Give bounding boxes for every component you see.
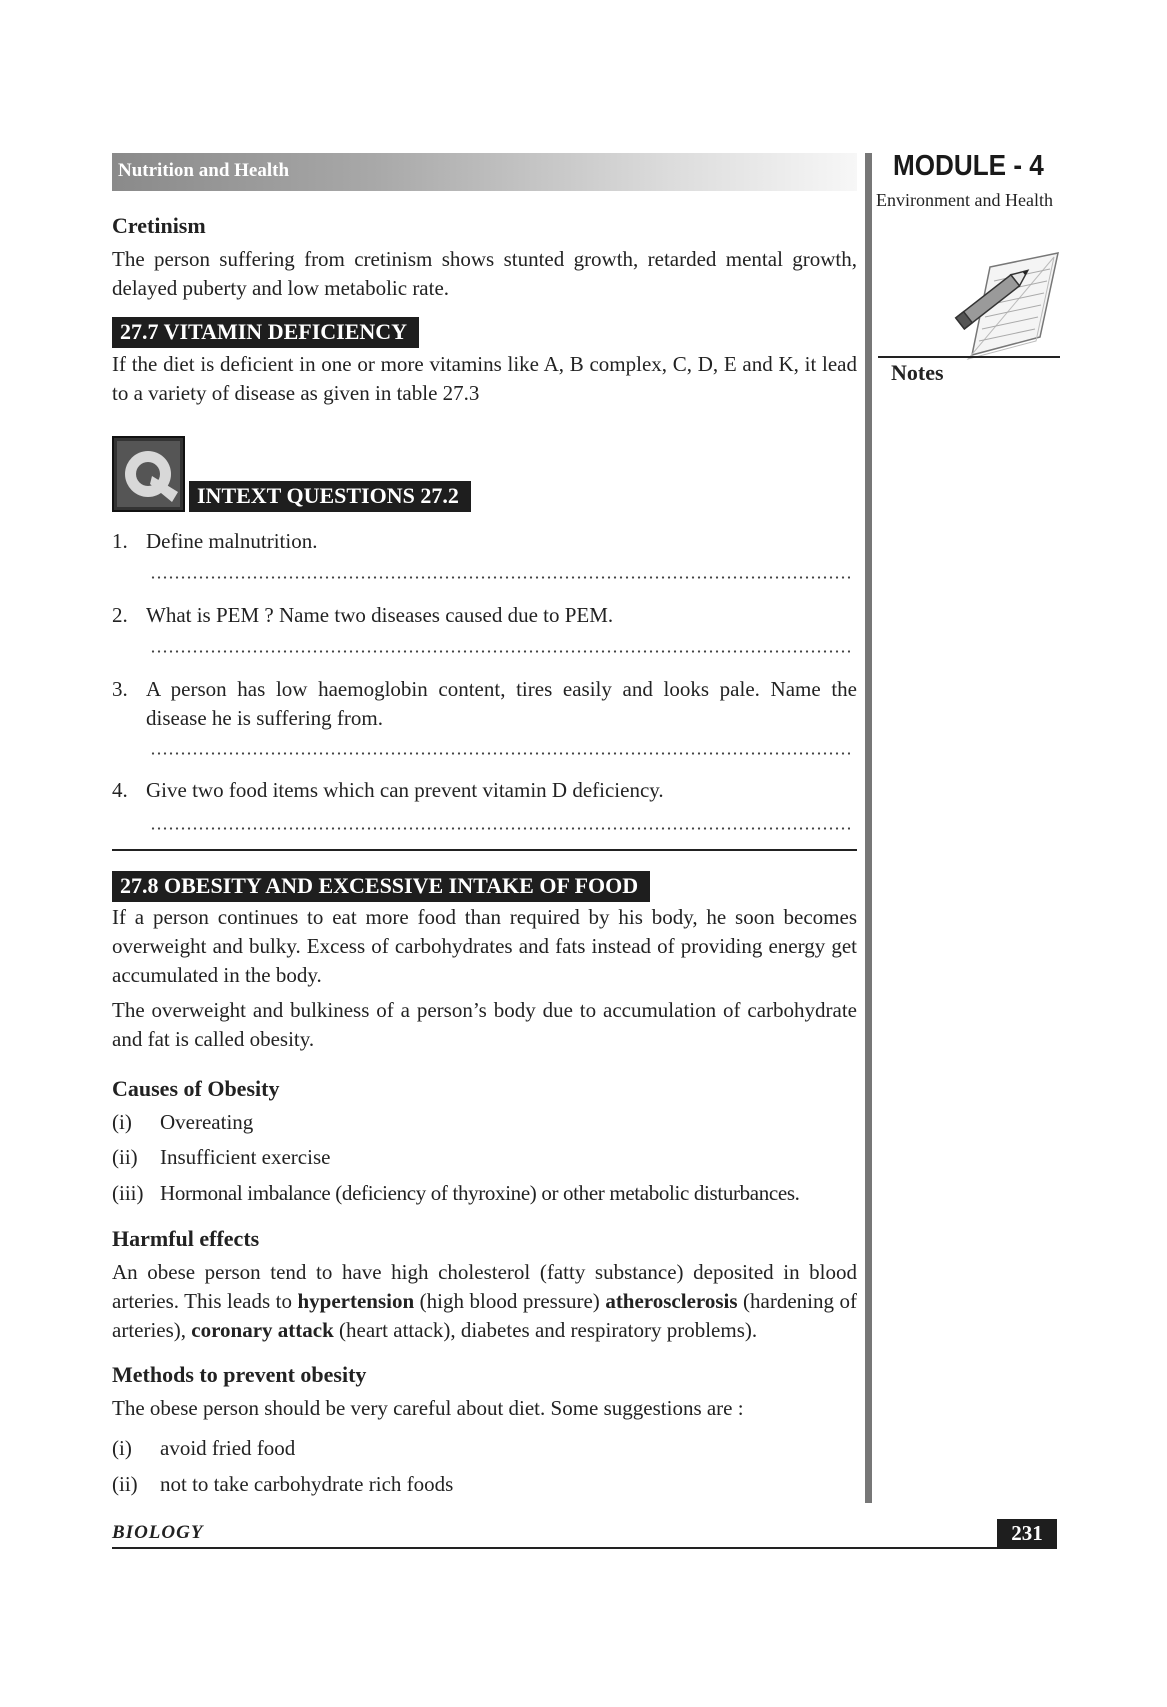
module-subtitle: Environment and Health [876, 190, 1053, 210]
notes-pencil-icon [950, 245, 1060, 370]
cretinism-text: The person suffering from cretinism shows stunted growth, retarded mental growth, delayed puberty and low metabolic rate. [112, 247, 857, 300]
cause-text: Insufficient exercise [160, 1145, 331, 1169]
vitamin-heading: 27.7 VITAMIN DEFICIENCY [112, 317, 419, 348]
question-number: 1. [112, 529, 128, 553]
question-text: What is PEM ? Name two diseases caused due to PEM. [146, 603, 614, 627]
cause-number: (iii) [112, 1181, 144, 1205]
methods-section [112, 1362, 857, 1423]
vitamin-text: If the diet is deficient in one or more vitamins like A, B complex, C, D, E and K, it lead to a variety of disease as given in table 27.3 [112, 352, 857, 405]
question-text: Define malnutrition. [146, 529, 318, 553]
term-coronary-attack: coronary attack [191, 1318, 334, 1342]
page-number: 231 [997, 1519, 1057, 1549]
intext-heading: INTEXT QUESTIONS 27.2 [189, 481, 471, 512]
method-text: not to take carbohydrate rich foods [160, 1472, 454, 1496]
obesity-para-1: If a person continues to eat more food than required by his body, he soon becomes overweight and bulky. Excess of carbohydrates and fats instead of providing energy get accumulated in the body. [112, 905, 857, 987]
harmful-heading: Harmful effects [112, 1226, 260, 1251]
obesity-section [112, 871, 857, 1054]
footer-rule [112, 1547, 1057, 1549]
method-text: avoid fried food [160, 1436, 296, 1460]
term-hypertension: hypertension [297, 1289, 415, 1313]
running-header [112, 153, 857, 191]
methods-text: The obese person should be very careful about diet. Some suggestions are : [112, 1396, 744, 1420]
method-number: (i) [112, 1436, 132, 1460]
footer-subject: BIOLOGY [112, 1522, 204, 1543]
causes-heading: Causes of Obesity [112, 1076, 280, 1101]
question-text: Give two food items which can prevent vitamin D deficiency. [146, 778, 664, 802]
question-number: 2. [112, 603, 128, 627]
harmful-section [112, 1226, 857, 1345]
running-header-title: Nutrition and Health [118, 160, 290, 181]
cause-number: (ii) [112, 1145, 138, 1169]
question-text: A person has low haemoglobin content, tires easily and looks pale. Name the disease he is suffering from. [146, 677, 857, 730]
causes-heading-block [112, 1076, 857, 1102]
answer-line [150, 650, 850, 653]
question-number: 3. [112, 677, 128, 701]
answer-line [150, 827, 850, 830]
vitamin-section [112, 317, 857, 408]
methods-heading: Methods to prevent obesity [112, 1362, 367, 1387]
module-title: MODULE - 4 [893, 150, 1044, 182]
section-divider [112, 849, 857, 851]
harmful-text: An obese person tend to have high cholesterol (fatty substance) deposited in blood arteries. This leads to hypertension (high blood pressure) atherosclerosis (hardening of arteries), coronary attack (heart attack), diabetes and respiratory problems). [112, 1260, 857, 1342]
margin-divider [865, 153, 872, 1503]
cause-text: Overeating [160, 1110, 254, 1134]
cretinism-heading: Cretinism [112, 213, 206, 238]
cause-text: Hormonal imbalance (deficiency of thyroxine) or other metabolic disturbances. [160, 1181, 800, 1205]
term-atherosclerosis: atherosclerosis [605, 1289, 738, 1313]
cretinism-section [112, 213, 857, 303]
method-number: (ii) [112, 1472, 138, 1496]
obesity-heading: 27.8 OBESITY AND EXCESSIVE INTAKE OF FOOD [112, 871, 650, 902]
intext-section-heading [189, 481, 471, 512]
answer-line [150, 752, 850, 755]
notes-label: Notes [891, 360, 944, 385]
question-icon [112, 436, 185, 512]
cause-number: (i) [112, 1110, 132, 1134]
obesity-para-2: The overweight and bulkiness of a person’s body due to accumulation of carbohydrate and fat is called obesity. [112, 998, 857, 1051]
answer-line [150, 576, 850, 579]
question-number: 4. [112, 778, 128, 802]
notes-rule [878, 356, 1060, 358]
